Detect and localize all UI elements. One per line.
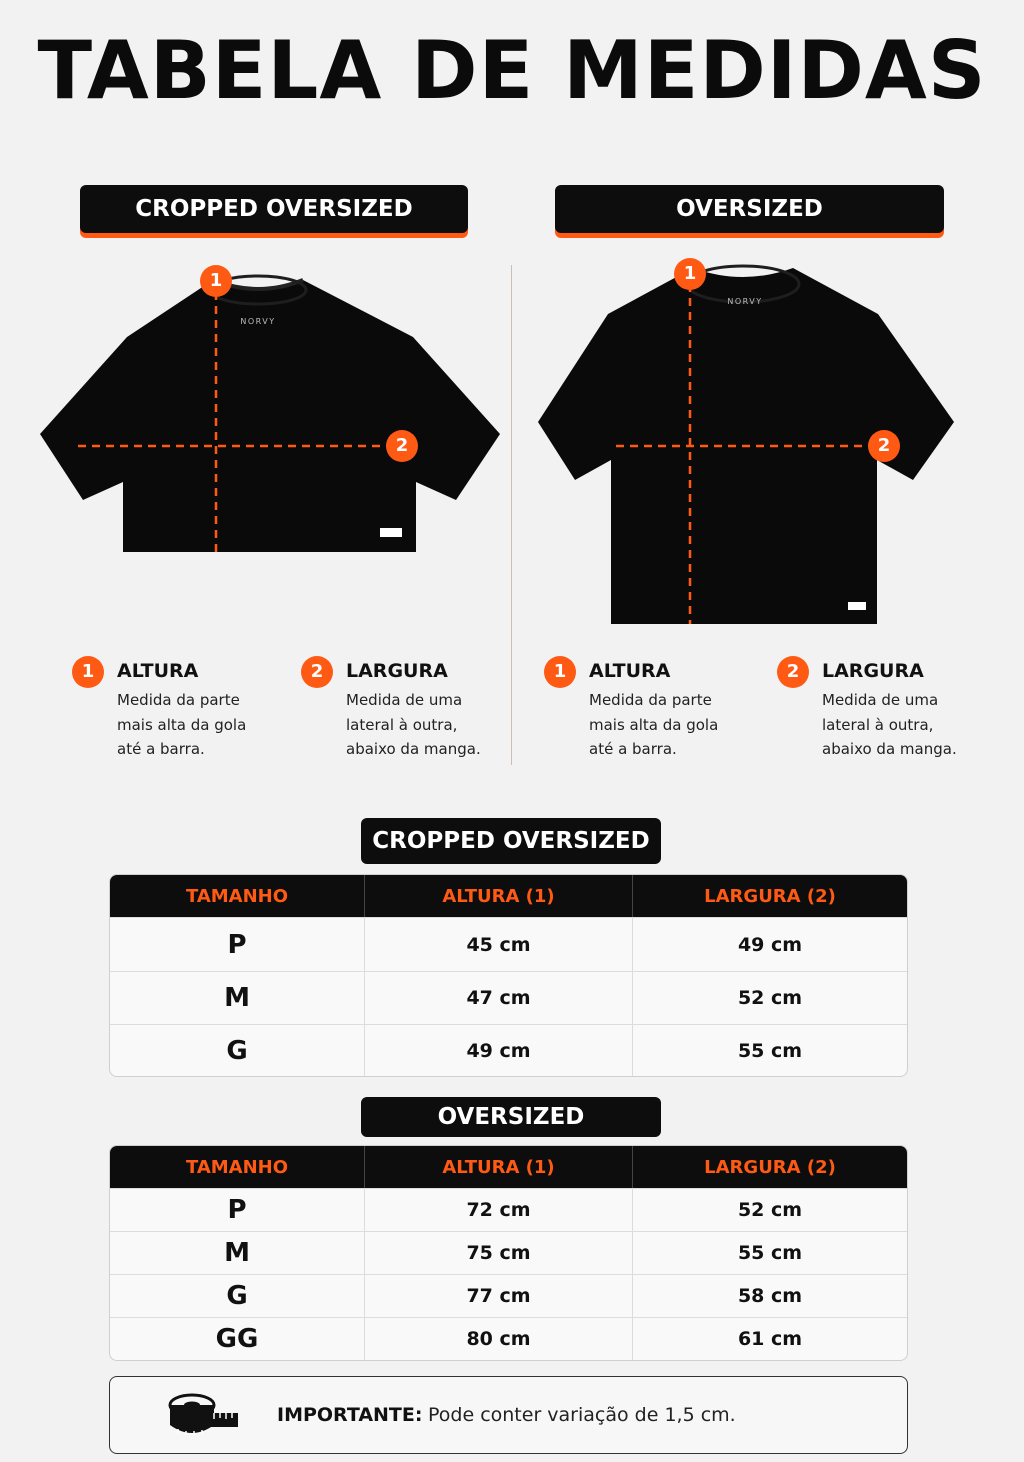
largura-cell: 61 cm <box>632 1317 907 1360</box>
legend-title: ALTURA <box>117 660 199 682</box>
legend-title: ALTURA <box>589 660 671 682</box>
altura-cell: 80 cm <box>364 1317 632 1360</box>
legend-number-badge: 2 <box>301 656 333 688</box>
legend-description: Medida de uma lateral à outra, abaixo da manga. <box>822 691 957 758</box>
largura-cell: 55 cm <box>632 1024 907 1076</box>
altura-cell: 77 cm <box>364 1274 632 1317</box>
legend-description: Medida de uma lateral à outra, abaixo da manga. <box>346 691 481 758</box>
column-header: ALTURA (1) <box>364 1146 632 1188</box>
legend-description: Medida da parte mais alta da gola até a barra. <box>117 691 247 758</box>
model-label-cropped: CROPPED OVERSIZED <box>80 185 468 233</box>
size-cell: P <box>110 1188 364 1231</box>
brand-print: NORVY <box>727 297 763 306</box>
model-label-oversized: OVERSIZED <box>555 185 944 233</box>
largura-cell: 58 cm <box>632 1274 907 1317</box>
legend-number-badge: 1 <box>544 656 576 688</box>
size-cell: M <box>110 1231 364 1274</box>
size-cell: M <box>110 971 364 1024</box>
altura-cell: 45 cm <box>364 917 632 971</box>
legend-altura-cropped <box>72 656 257 762</box>
legend-title: LARGURA <box>346 660 448 682</box>
table-row <box>110 1317 907 1360</box>
size-table-oversized <box>109 1145 908 1361</box>
brand-print: NORVY <box>240 317 276 326</box>
legend-altura-oversized <box>544 656 729 762</box>
table-header-row <box>110 1146 907 1188</box>
largura-cell: 52 cm <box>632 1188 907 1231</box>
column-header: LARGURA (2) <box>632 1146 907 1188</box>
table-row <box>110 1231 907 1274</box>
legend-largura-cropped <box>301 656 486 762</box>
legend-number-badge: 2 <box>777 656 809 688</box>
measuring-tape-icon <box>168 1391 240 1441</box>
altura-cell: 47 cm <box>364 971 632 1024</box>
table-header-row <box>110 875 907 917</box>
legend-description: Medida da parte mais alta da gola até a barra. <box>589 691 719 758</box>
table-row <box>110 1274 907 1317</box>
altura-cell: 49 cm <box>364 1024 632 1076</box>
column-header: ALTURA (1) <box>364 875 632 917</box>
important-note <box>109 1376 908 1454</box>
width-marker-badge: 2 <box>386 430 418 462</box>
largura-cell: 52 cm <box>632 971 907 1024</box>
size-cell: G <box>110 1274 364 1317</box>
legend-number-badge: 1 <box>72 656 104 688</box>
legend-largura-oversized <box>777 656 962 762</box>
altura-cell: 72 cm <box>364 1188 632 1231</box>
table-row <box>110 917 907 971</box>
size-cell: GG <box>110 1317 364 1360</box>
cropped-shirt-illustration <box>38 262 503 562</box>
table-row <box>110 1024 907 1076</box>
height-marker-badge: 1 <box>200 265 232 297</box>
largura-cell: 49 cm <box>632 917 907 971</box>
size-cell: P <box>110 917 364 971</box>
column-header: LARGURA (2) <box>632 875 907 917</box>
note-label: IMPORTANTE: <box>277 1404 423 1426</box>
table-row <box>110 971 907 1024</box>
width-marker-badge: 2 <box>868 430 900 462</box>
altura-cell: 75 cm <box>364 1231 632 1274</box>
column-header: TAMANHO <box>110 1146 364 1188</box>
note-text: Pode conter variação de 1,5 cm. <box>428 1404 736 1426</box>
column-header: TAMANHO <box>110 875 364 917</box>
size-table-cropped <box>109 874 908 1077</box>
table-title-cropped: CROPPED OVERSIZED <box>361 818 661 864</box>
size-cell: G <box>110 1024 364 1076</box>
page-title: TABELA DE MEDIDAS <box>37 24 987 117</box>
legend-title: LARGURA <box>822 660 924 682</box>
table-title-oversized: OVERSIZED <box>361 1097 661 1137</box>
height-marker-badge: 1 <box>674 258 706 290</box>
column-divider <box>511 265 512 765</box>
largura-cell: 55 cm <box>632 1231 907 1274</box>
table-row <box>110 1188 907 1231</box>
